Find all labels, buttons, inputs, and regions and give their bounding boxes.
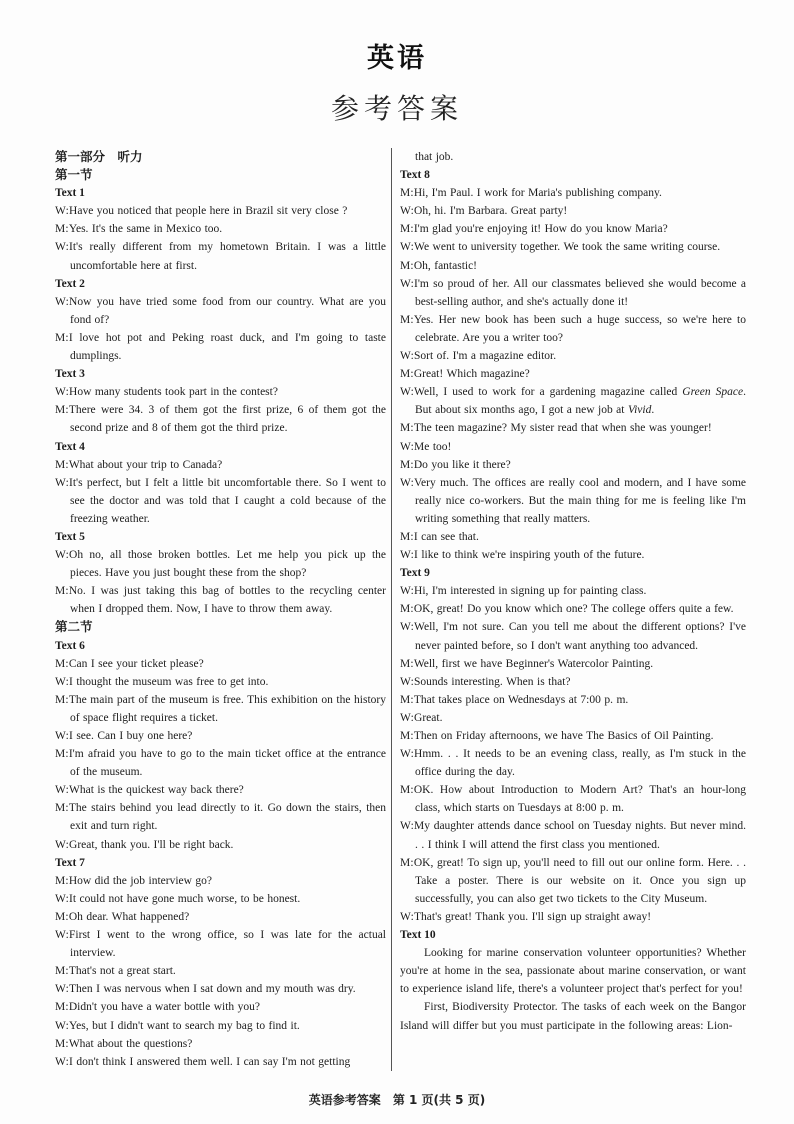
speaker-label: W: (55, 892, 70, 905)
text-heading: Text 10 (400, 929, 436, 942)
text-heading: Text 6 (55, 639, 85, 652)
dialog-line: M:Didn't you have a water bottle with you? (55, 1001, 261, 1014)
speaker-label: W: (55, 784, 70, 797)
footer-doc-label: 英语参考答案 (308, 1093, 381, 1107)
speaker-label: W: (55, 838, 70, 851)
dialog-line: M:Great! Which magazine? (400, 368, 530, 381)
dialog-line: W:I thought the museum was free to get into. (55, 675, 269, 688)
speaker-label: W: (55, 476, 70, 489)
right-column (392, 148, 746, 1071)
dialog-line: W:It's perfect, but I felt a little bit uncomfortable there. So I went to see the doctor and was told that I caught a cold because of the freezing weather. (55, 476, 386, 525)
speaker-label: M: (55, 458, 69, 471)
page-title: 英语 (367, 43, 427, 74)
dialog-line: M:Hi, I'm Paul. I work for Maria's publishing company. (400, 187, 662, 200)
speaker-label: W: (55, 730, 70, 742)
dialog-line: M:What about the questions? (55, 1037, 193, 1050)
text-heading: Text 4 (55, 440, 85, 453)
dialog-line: M:The teen magazine? My sister read that when she was younger! (400, 422, 712, 435)
dialog-line: M:Oh dear. What happened? (55, 910, 190, 923)
speaker-label: M: (55, 1001, 69, 1014)
speaker-label: M: (400, 530, 414, 543)
dialog-line: W:Sounds interesting. When is that? (400, 675, 571, 688)
speaker-label: M: (55, 693, 69, 706)
dialog-line: W:Hmm. . . It needs to be an evening class, really, as I'm stuck in the office during the day. (400, 748, 746, 779)
speaker-label: M: (400, 693, 414, 706)
speaker-label: W: (55, 983, 70, 996)
speaker-label: W: (400, 386, 415, 399)
dialog-line: W:Very much. The offices are really cool and modern, and I have some really nice co-workers. But the main thing for me is feeling like I'm writing something that really matters. (400, 476, 746, 525)
page-footer (0, 1091, 794, 1108)
dialog-line: W:Then I was nervous when I sat down and my mouth was dry. (55, 983, 356, 996)
speaker-label: W: (400, 549, 415, 562)
speaker-label: M: (55, 1037, 69, 1050)
speaker-label: M: (55, 965, 69, 978)
dialog-line: W:Yes, but I didn't want to search my bag to find it. (55, 1019, 300, 1032)
dialog-line: W:It could not have gone much worse, to be honest. (55, 892, 301, 905)
dialog-line: M:I can see that. (400, 530, 479, 543)
speaker-label: W: (400, 711, 415, 724)
dialog-line: W:Me too! (400, 440, 452, 453)
footer-page-number: 第 1 页(共 5 页) (392, 1093, 486, 1107)
text-heading: Text 3 (55, 368, 85, 381)
speaker-label: M: (400, 187, 414, 200)
dialog-line: W:I'm so proud of her. All our classmates believed she would become a best-selling author, and she's actually done it! (400, 277, 746, 308)
dialog-line: M:OK. How about Introduction to Modern Art? That's an hour-long class, which starts on Tuesdays at 8:00 p. m. (400, 784, 746, 815)
speaker-label: M: (400, 603, 414, 616)
section-heading: 第一节 (55, 167, 93, 183)
dialog-line: W:Sort of. I'm a magazine editor. (400, 350, 557, 363)
dialog-line: W:We went to university together. We took the same writing course. (400, 241, 721, 254)
dialog-line: W:Oh, hi. I'm Barbara. Great party! (400, 205, 568, 218)
italic-text: Green Space (682, 386, 744, 399)
speaker-label: M: (55, 874, 69, 887)
dialog-line: M:There were 34. 3 of them got the first prize, 6 of them got the second prize and 8 of them got the third prize. (55, 404, 386, 435)
content-columns (55, 148, 746, 1071)
speaker-label: M: (55, 404, 69, 417)
dialog-line: W:Well, I'm not sure. Can you tell me about the different options? I've never painted before, so I don't want anything too advanced. (400, 621, 746, 652)
dialog-line: W:What is the quickest way back there? (55, 784, 244, 797)
paragraph: First, Biodiversity Protector. The tasks of each week on the Bangor Island will differ but you must participate in the following areas: Lion- (400, 1001, 746, 1032)
speaker-label: W: (400, 585, 415, 598)
speaker-label: M: (400, 458, 414, 471)
speaker-label: M: (55, 657, 69, 670)
speaker-label: W: (55, 295, 70, 308)
paragraph: Looking for marine conservation volunteer opportunities? Whether you're at home in the sea, passionate about marine conservation, or want to experience island life, there's a volunteer project that's perfect for you! (400, 947, 746, 996)
dialog-line: W:My daughter attends dance school on Tuesday nights. But never mind. . . I think I will attend the first class you mentioned. (400, 820, 746, 851)
text-heading: Text 9 (400, 567, 430, 580)
dialog-line: W:I don't think I answered them well. I can say I'm not getting (55, 1055, 351, 1068)
section-heading: 第二节 (55, 619, 93, 635)
speaker-label: M: (400, 259, 414, 272)
speaker-label: M: (55, 585, 69, 598)
dialog-line: W:Have you noticed that people here in Brazil sit very close ? (55, 205, 348, 218)
speaker-label: W: (55, 386, 70, 399)
speaker-label: W: (400, 241, 415, 254)
text-heading: Text 1 (55, 187, 85, 200)
speaker-label: M: (400, 730, 414, 742)
dialog-line: M:No. I was just taking this bag of bottles to the recycling center when I dropped them. Now, I have to throw them away. (55, 585, 386, 616)
dialog-line: M:How did the job interview go? (55, 874, 213, 887)
speaker-label: W: (55, 549, 70, 562)
dialog-line: M:OK, great! To sign up, you'll need to fill out our online form. Here. . . Take a poster. There is our website on it. Once you sign up successfully, you can also get two tickets to the City Museum. (400, 856, 746, 905)
speaker-label: M: (400, 784, 414, 797)
speaker-label: M: (400, 368, 414, 381)
speaker-label: M: (400, 422, 414, 435)
speaker-label: W: (400, 277, 415, 290)
dialog-line: W:It's really different from my hometown Britain. I was a little uncomfortable here at first. (55, 241, 386, 272)
dialog-line: M:OK, great! Do you know which one? The college offers quite a few. (400, 603, 734, 616)
dialog-line: M:Then on Friday afternoons, we have The Basics of Oil Painting. (400, 730, 714, 742)
dialog-line: M:That takes place on Wednesdays at 7:00 p. m. (400, 693, 629, 706)
speaker-label: W: (55, 205, 70, 218)
dialog-line: W:Now you have tried some food from our country. What are you fond of? (55, 295, 386, 326)
speaker-label: W: (400, 476, 415, 489)
dialog-line: W:That's great! Thank you. I'll sign up straight away! (400, 910, 652, 923)
speaker-label: W: (400, 820, 415, 833)
speaker-label: W: (400, 910, 415, 923)
dialog-line: M:Do you like it there? (400, 458, 511, 471)
speaker-label: W: (55, 241, 70, 254)
speaker-label: M: (400, 856, 414, 869)
dialog-continuation: that job. (415, 151, 454, 163)
speaker-label: M: (55, 802, 69, 815)
speaker-label: M: (55, 748, 69, 761)
speaker-label: W: (400, 748, 415, 761)
dialog-line: M:Can I see your ticket please? (55, 657, 204, 670)
speaker-label: W: (400, 621, 415, 634)
text-heading: Text 8 (400, 169, 430, 182)
text-heading: Text 2 (55, 277, 85, 290)
dialog-line: M:Yes. Her new book has been such a huge success, so we're here to celebrate. Are you a writer too? (400, 313, 746, 344)
dialog-line: W:First I went to the wrong office, so I was late for the actual interview. (55, 929, 386, 960)
speaker-label: W: (55, 929, 70, 942)
left-column (55, 148, 391, 1071)
dialog-line: W:Oh no, all those broken bottles. Let me help you pick up the pieces. Have you just bought these from the shop? (55, 549, 386, 580)
speaker-label: W: (55, 1055, 70, 1068)
text-heading: Text 7 (55, 856, 85, 869)
text-heading: Text 5 (55, 530, 85, 543)
speaker-label: M: (55, 223, 69, 236)
dialog-line: W:I see. Can I buy one here? (55, 730, 193, 742)
dialog-line: M:Well, first we have Beginner's Watercolor Painting. (400, 657, 654, 670)
dialog-line: W:Great. (400, 711, 443, 724)
speaker-label: W: (400, 350, 415, 363)
speaker-label: W: (55, 1019, 70, 1032)
dialog-line: W:How many students took part in the contest? (55, 386, 278, 399)
speaker-label: M: (400, 223, 414, 236)
speaker-label: M: (55, 910, 69, 923)
dialog-line: M:I'm glad you're enjoying it! How do you know Maria? (400, 223, 668, 236)
dialog-line: M:Yes. It's the same in Mexico too. (55, 223, 223, 236)
speaker-label: W: (400, 675, 415, 688)
dialog-line: W:Well, I used to work for a gardening magazine called Green Space. But about six months ago, I got a new job at Vivid. (400, 386, 746, 417)
dialog-line: M:The main part of the museum is free. This exhibition on the history of space flight requires a ticket. (55, 693, 386, 724)
dialog-line: M:I love hot pot and Peking roast duck, and I'm going to taste dumplings. (55, 331, 386, 363)
dialog-line: M:Oh, fantastic! (400, 259, 478, 272)
speaker-label: W: (400, 205, 415, 218)
speaker-label: M: (400, 313, 414, 326)
part-heading: 第一部分 听力 (55, 149, 143, 164)
dialog-line: W:I like to think we're inspiring youth of the future. (400, 549, 645, 562)
dialog-line: M:The stairs behind you lead directly to it. Go down the stairs, then exit and turn right. (55, 802, 386, 833)
dialog-line: M:What about your trip to Canada? (55, 458, 223, 471)
dialog-line: M:That's not a great start. (55, 965, 176, 978)
dialog-line: W:Great, thank you. I'll be right back. (55, 838, 234, 851)
speaker-label: W: (55, 675, 70, 688)
speaker-label: M: (55, 331, 69, 344)
italic-text: Vivid (627, 404, 652, 417)
speaker-label: W: (400, 440, 415, 453)
speaker-label: M: (400, 657, 414, 670)
page-subtitle: 参考答案 (330, 94, 463, 125)
dialog-line: M:I'm afraid you have to go to the main ticket office at the entrance of the museum. (55, 748, 386, 779)
dialog-line: W:Hi, I'm interested in signing up for painting class. (400, 585, 647, 598)
